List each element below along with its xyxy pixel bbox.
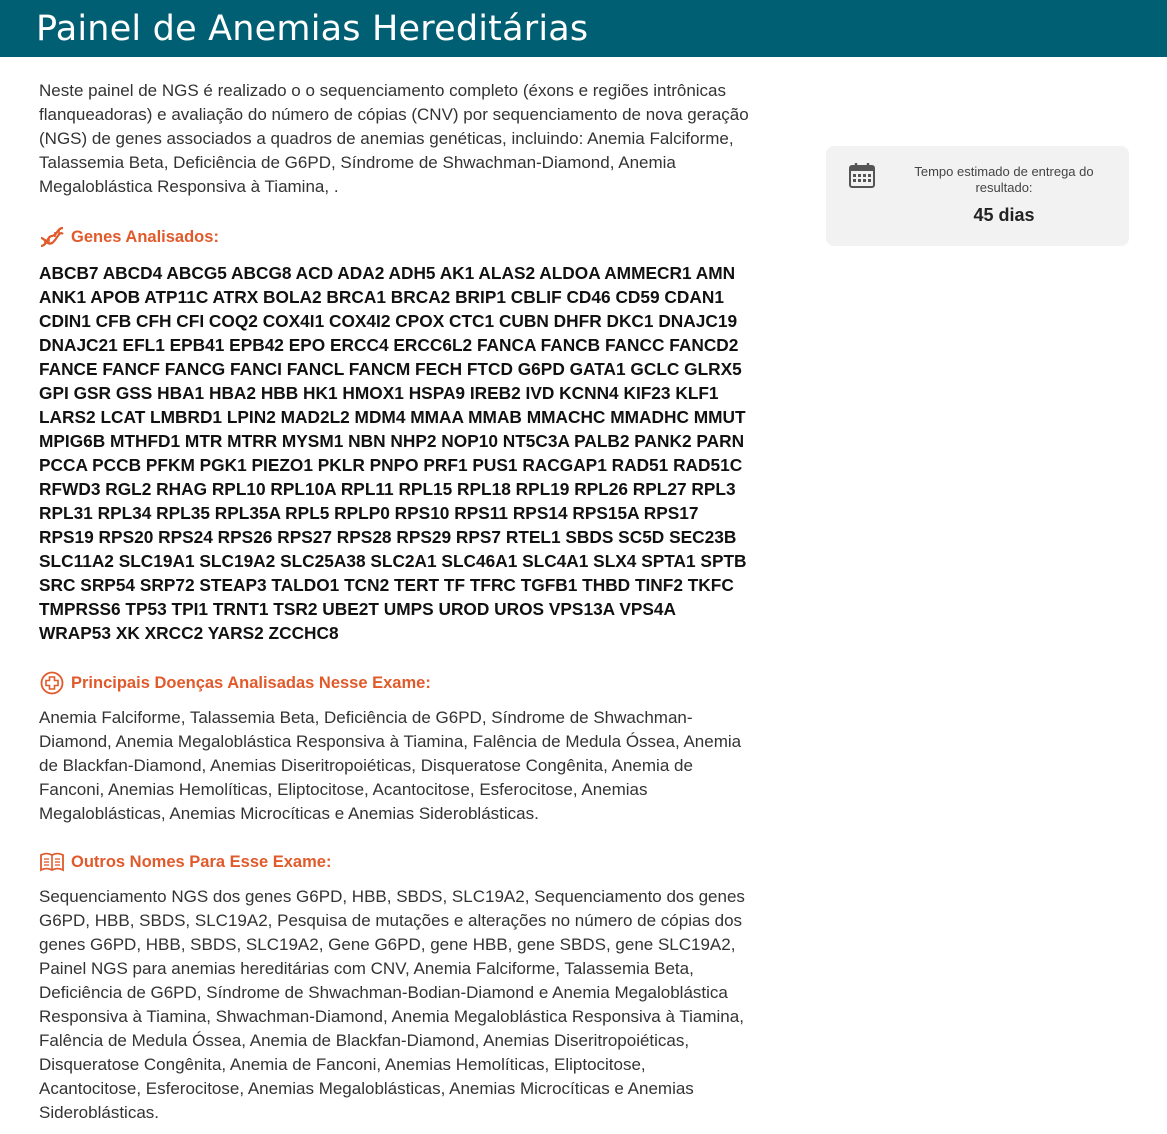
delivery-time-card <box>826 146 1129 246</box>
other-names-title-label: Outros Nomes Para Esse Exame: <box>71 852 332 871</box>
genes-section-title <box>39 225 751 249</box>
diseases-section-title <box>39 671 751 695</box>
delivery-time-value: 45 dias <box>973 205 1035 225</box>
calendar-icon <box>848 161 876 194</box>
content-column <box>39 79 751 1125</box>
genes-title-label: Genes Analisados: <box>71 227 219 246</box>
other-names-text: Sequenciamento NGS dos genes G6PD, HBB, SBDS, SLC19A2, Sequenciamento dos genes G6PD, HBB, SBDS, SLC19A2, Pesquisa de mutações e alterações no número de cópias dos genes G6PD, HBB, SBDS, SLC19A2, Gene G6PD, gene HBB, gene SBDS, gene SLC19A2, Painel NGS para anemias hereditárias com CNV, Anemia Falciforme, Talassemia Beta, Deficiência de G6PD, Síndrome de Shwachman-Bodian-Diamond e Anemia Megaloblástica Responsiva à Tiamina, Shwachman-Diamond, Anemia Megaloblástica Responsiva à Tiamina, Falência de Medula Óssea, Anemia de Blackfan-Diamond, Anemias Diseritropoiéticas, Disqueratose Congênita, Anemia de Fanconi, Anemias Hemolíticas, Eliptocitose, Acantocitose, Esferocitose, Anemias Megaloblásticas, Anemias Microcíticas e Anemias Sideroblásticas. <box>39 887 745 1122</box>
diseases-text: Anemia Falciforme, Talassemia Beta, Deficiência de G6PD, Síndrome de Shwachman-Diamond, Anemia Megaloblástica Responsiva à Tiamina, Falência de Medula Óssea, Anemia de Blackfan-Diamond, Anemias Diseritropoiéticas, Disqueratose Congênita, Anemia de Fanconi, Anemias Hemolíticas, Eliptocitose, Acantocitose, Esferocitose, Anemias Megaloblásticas, Anemias Microcíticas e Anemias Sideroblásticas. <box>39 708 742 823</box>
other-names-section-title <box>39 850 751 874</box>
page-header <box>0 0 1167 57</box>
delivery-time-label: Tempo estimado de entrega do resultado: <box>914 164 1094 195</box>
medical-cross-icon <box>39 671 65 695</box>
genes-list: ABCB7 ABCD4 ABCG5 ABCG8 ACD ADA2 ADH5 AK1 ALAS2 ALDOA AMMECR1 AMN ANK1 APOB ATP11C ATRX BOLA2 BRCA1 BRCA2 BRIP1 CBLIF CD46 CD59 CDAN1 CDIN1 CFB CFH CFI COQ2 COX4I1 COX4I2 CPOX CTC1 CUBN DHFR DKC1 DNAJC19 DNAJC21 EFL1 EPB41 EPB42 EPO ERCC4 ERCC6L2 FANCA FANCB FANCC FANCD2 FANCE FANCF FANCG FANCI FANCL FANCM FECH FTCD G6PD GATA1 GCLC GLRX5 GPI GSR GSS HBA1 HBA2 HBB HK1 HMOX1 HSPA9 IREB2 IVD KCNN4 KIF23 KLF1 LARS2 LCAT LMBRD1 LPIN2 MAD2L2 MDM4 MMAA MMAB MMACHC MMADHC MMUT MPIG6B MTHFD1 MTR MTRR MYSM1 NBN NHP2 NOP10 NT5C3A PALB2 PANK2 PARN PCCA PCCB PFKM PGK1 PIEZO1 PKLR PNPO PRF1 PUS1 RACGAP1 RAD51 RAD51C RFWD3 RGL2 RHAG RPL10 RPL10A RPL11 RPL15 RPL18 RPL19 RPL26 RPL27 RPL3 RPL31 RPL34 RPL35 RPL35A RPL5 RPLP0 RPS10 RPS11 RPS14 RPS15A RPS17 RPS19 RPS20 RPS24 RPS26 RPS27 RPS28 RPS29 RPS7 RTEL1 SBDS SC5D SEC23B SLC11A2 SLC19A1 SLC19A2 SLC25A38 SLC2A1 SLC46A1 SLC4A1 SLX4 SPTA1 SPTB SRC SRP54 SRP72 STEAP3 TALDO1 TCN2 TERT TF TFRC TGFB1 THBD TINF2 TKFC TMPRSS6 TP53 TPI1 TRNT1 TSR2 UBE2T UMPS UROD UROS VPS13A VPS4A WRAP53 XK XRCC2 YARS2 ZCCHC8 <box>39 263 747 643</box>
dna-icon <box>39 225 65 249</box>
diseases-title-label: Principais Doenças Analisadas Nesse Exame: <box>71 673 431 692</box>
intro-text: Neste painel de NGS é realizado o o sequenciamento completo (éxons e regiões intrônicas flanqueadoras) e avaliação do número de cópias (CNV) por sequenciamento de nova geração (NGS) de genes associados a quadros de anemias genéticas, incluindo: Anemia Falciforme, Talassemia Beta, Deficiência de G6PD, Síndrome de Shwachman-Diamond, Anemia Megaloblástica Responsiva à Tiamina, . <box>39 81 749 196</box>
book-icon <box>39 850 65 874</box>
page-title: Painel de Anemias Hereditárias <box>36 8 589 49</box>
